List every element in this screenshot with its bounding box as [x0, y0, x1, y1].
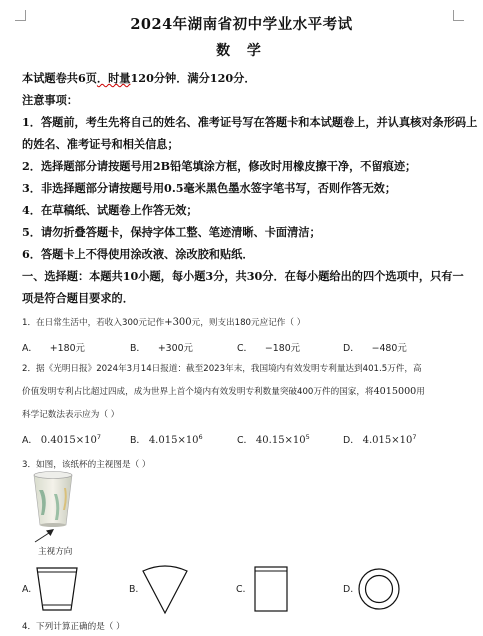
cup-view-option-c[interactable]	[251, 564, 291, 614]
option-label: A．	[22, 343, 38, 354]
note-item-6: 6．答题卡上不得使用涂改液、涂改胶和贴纸．	[22, 247, 254, 261]
question-2-line-2b: 用	[416, 387, 425, 397]
note-item-3: 3．非选择题部分请按题号用0.5毫米黑色墨水签字笔书写，否则作答无效；	[22, 181, 397, 195]
notes-heading: 注意事项：	[22, 93, 78, 107]
option-label: C．	[237, 435, 253, 446]
option-text: −480元	[371, 343, 407, 354]
question-1-option-c[interactable]	[237, 340, 300, 354]
exam-title: 2024年湖南省初中学业水平考试	[130, 16, 353, 33]
exam-info	[22, 70, 462, 86]
option-label: C．	[237, 343, 253, 354]
question-2-option-d[interactable]	[343, 432, 416, 446]
question-3-option-b-label: B.	[129, 584, 139, 595]
question-2-option-b[interactable]	[130, 432, 203, 446]
exam-info-prefix: 本试题卷共6页	[22, 71, 97, 85]
option-label: D．	[343, 435, 360, 446]
question-2-number: 4015000	[373, 386, 417, 397]
question-2-line-3: 科学记数法表示应为（ ）	[22, 410, 120, 420]
note-item-1: 1．答题前，考生先将自己的姓名、准考证号写在答题卡和本试题卷上，并认真核对条形码上	[22, 115, 478, 129]
subject-title: 数 学	[216, 43, 267, 59]
question-2-option-c[interactable]	[237, 432, 310, 446]
option-label: B．	[130, 435, 146, 446]
question-3-option-a-label: A.	[22, 584, 32, 595]
question-3-stem: 3．如图，该纸杯的主视图是（ ）	[22, 460, 151, 470]
section-heading: 一、选择题：本题共10小题，每小题3分，共30分．在每小题给出的四个选项中，只有一	[22, 269, 464, 283]
option-label: A．	[22, 435, 38, 446]
section-heading-cont: 项是符合题目要求的．	[22, 291, 134, 305]
question-4-stem: 4．下列计算正确的是（ ）	[22, 622, 125, 632]
question-2-line-2	[22, 385, 462, 397]
question-1-option-d[interactable]	[343, 340, 407, 354]
question-2-line-1: 2．据《光明日报》2024年3月14日报道：截至2023年末，我国境内有效发明专利量达到401.5万件，高	[22, 364, 422, 374]
view-direction-arrow	[30, 527, 60, 545]
cup-view-option-a[interactable]	[34, 565, 80, 613]
option-exponent: 5	[305, 432, 310, 441]
question-1-option-a[interactable]	[22, 340, 85, 354]
question-1-stem	[22, 316, 462, 328]
note-item-1-cont: 的姓名、准考证号和相关信息；	[22, 137, 179, 151]
option-label: B．	[130, 343, 146, 354]
option-text: +300元	[157, 343, 193, 354]
option-text: −180元	[264, 343, 301, 354]
note-item-4: 4．在草稿纸、试题卷上作答无效；	[22, 203, 198, 217]
note-item-5: 5．请勿折叠答题卡，保持字体工整、笔迹清晰、卡面清洁；	[22, 225, 321, 239]
question-3-option-c-label: C.	[236, 584, 246, 595]
cup-view-option-b[interactable]	[140, 562, 190, 616]
question-3-option-d-label: D.	[343, 584, 354, 595]
option-coefficient: 4.015×10	[148, 435, 199, 446]
option-text: +180元	[49, 343, 85, 354]
question-1-value: +300	[164, 317, 192, 328]
exam-info-marked: ．时量	[96, 71, 131, 85]
note-item-2: 2．选择题部分请按题号用2B铅笔填涂方框，修改时用橡皮擦干净，不留痕迹；	[22, 159, 417, 173]
view-direction-caption: 主视方向	[38, 547, 73, 557]
cup-view-option-d[interactable]	[356, 566, 402, 612]
question-1-option-b[interactable]	[130, 340, 193, 354]
option-coefficient: 0.4015×10	[40, 435, 97, 446]
question-2-option-a[interactable]	[22, 432, 101, 446]
option-label: D．	[343, 343, 360, 354]
question-1-stem-b: 元，则支出180元应记作（ ）	[191, 318, 306, 328]
option-coefficient: 40.15×10	[255, 435, 306, 446]
option-coefficient: 4.015×10	[362, 435, 413, 446]
question-2-line-2a: 价值发明专利占比超过四成，成为世界上首个境内有效发明专利数量突破400万件的国家，将	[22, 387, 374, 397]
option-exponent: 6	[198, 432, 203, 441]
option-exponent: 7	[412, 432, 417, 441]
option-exponent: 7	[96, 432, 102, 441]
exam-info-suffix: 120分钟．满分120分．	[130, 71, 256, 85]
question-1-stem-a: 1．在日常生活中，若收入300元记作	[22, 318, 165, 328]
